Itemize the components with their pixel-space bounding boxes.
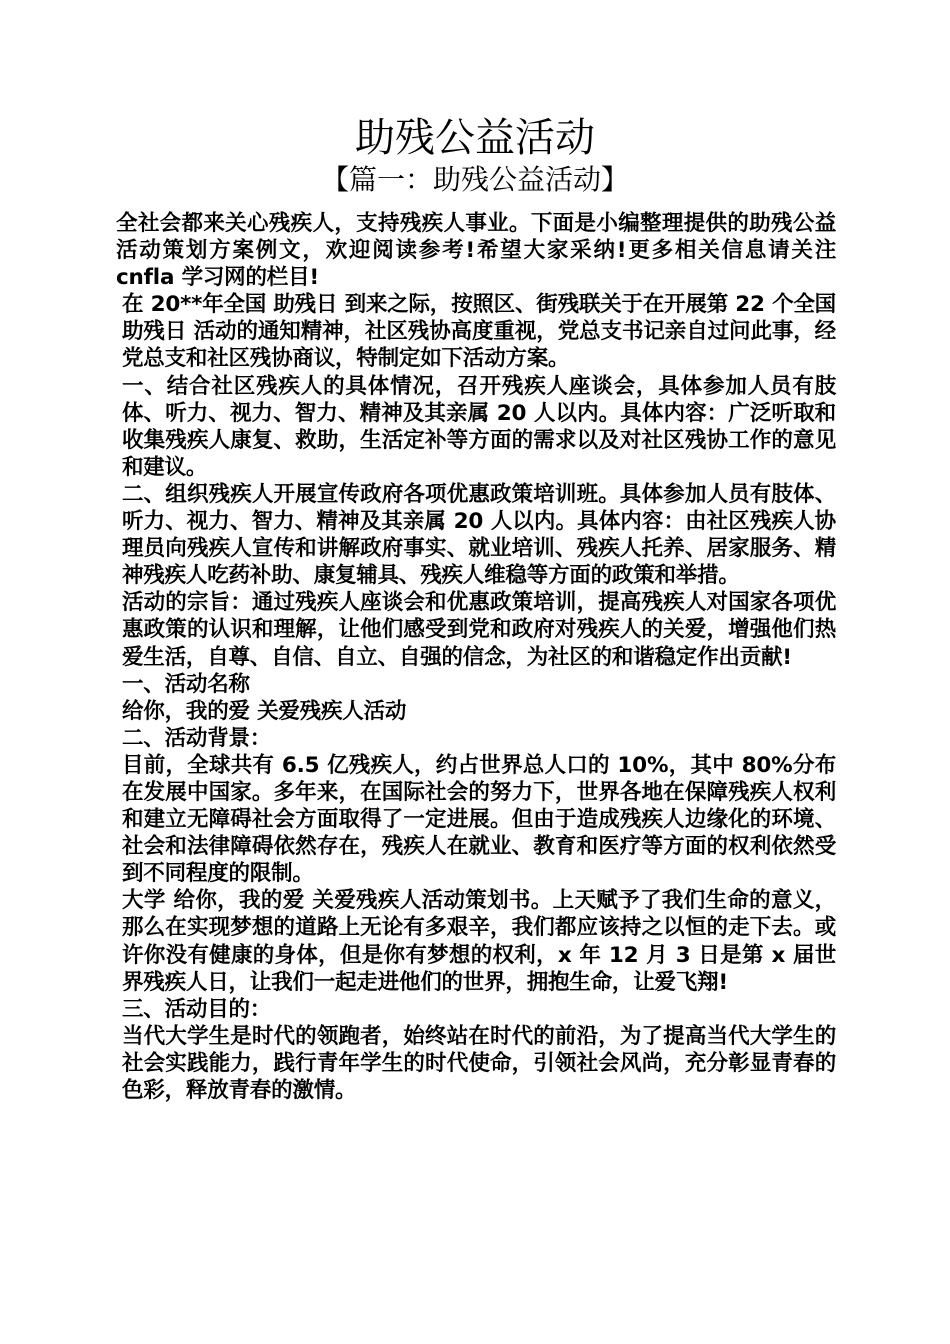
paragraph-intro: 全社会都来关心残疾人，支持残疾人事业。下面是小编整理提供的助残公益活动策划方案例文，欢迎阅读参考!希望大家采纳!更多相关信息请关注 cnfla 学习网的栏目! [116, 211, 836, 291]
paragraph-university-plan: 大学 给你，我的爱 关爱残疾人活动策划书。上天赋予了我们生命的意义，那么在实现梦想的道路上无论有多艰辛，我们都应该持之以恒的走下去。或许你没有健康的身体，但是你有梦想的权利，x 年 12 月 3 日是第 x 届世界残疾人日，让我们一起走进他们的世界，拥抱生命，让爱飞翔! [122, 888, 836, 995]
paragraph-goal: 当代大学生是时代的领跑者，始终站在时代的前沿，为了提高当代大学生的社会实践能力，践行青年学生的时代使命，引领社会风尚，充分彰显青春的色彩，释放青春的激情。 [122, 1023, 836, 1103]
paragraph-activity-name: 给你，我的爱 关爱残疾人活动 [122, 698, 407, 724]
paragraph-item-two: 二、组织残疾人开展宣传政府各项优惠政策培训班。具体参加人员有肢体、听力、视力、智力、精神及其亲属 20 人以内。具体内容：由社区残疾人协理员向残疾人宣传和讲解政府事实、就业培训、残疾人托养、居家服务、精神残疾人吃药补助、康复辅具、残疾人维稳等方面的政策和举措。 [122, 481, 836, 589]
heading-activity-name: 一、活动名称 [122, 671, 250, 697]
document-subtitle: 【篇一：助残公益活动】 [320, 163, 629, 196]
document-title: 助残公益活动 [355, 115, 595, 161]
paragraph-item-one: 一、结合社区残疾人的具体情况，召开残疾人座谈会，具体参加人员有肢体、听力、视力、智力、精神及其亲属 20 人以内。具体内容：广泛听取和收集残疾人康复、救助，生活定补等方面的需求以及对社区残协工作的意见和建议。 [122, 373, 836, 480]
paragraph-background: 目前，全球共有 6.5 亿残疾人，约占世界总人口的 10%，其中 80%分布在发展中国家。多年来，在国际社会的努力下，世界各地在保障残疾人权利和建立无障碍社会方面取得了一定进展。但由于造成残疾人边缘化的环境、社会和法律障碍依然存在，残疾人在就业、教育和医疗等方面的权利依然受到不同程度的限制。 [122, 752, 836, 887]
paragraph-plan-overview: 在 20**年全国 助残日 到来之际，按照区、街残联关于在开展第 22 个全国 助残日 活动的通知精神，社区残协高度重视，党总支书记亲自过问此事，经党总支和社区残协商议，特制定如下活动方案。 [122, 292, 836, 372]
paragraph-purpose: 活动的宗旨：通过残疾人座谈会和优惠政策培训，提高残疾人对国家各项优惠政策的认识和理解，让他们感受到党和政府对残疾人的关爱，增强他们热爱生活，自尊、自信、自立、自强的信念，为社区的和谐稳定作出贡献! [122, 590, 836, 670]
heading-activity-background: 二、活动背景： [122, 725, 272, 751]
document-body [116, 210, 836, 1104]
heading-activity-goal: 三、活动目的： [122, 996, 272, 1022]
